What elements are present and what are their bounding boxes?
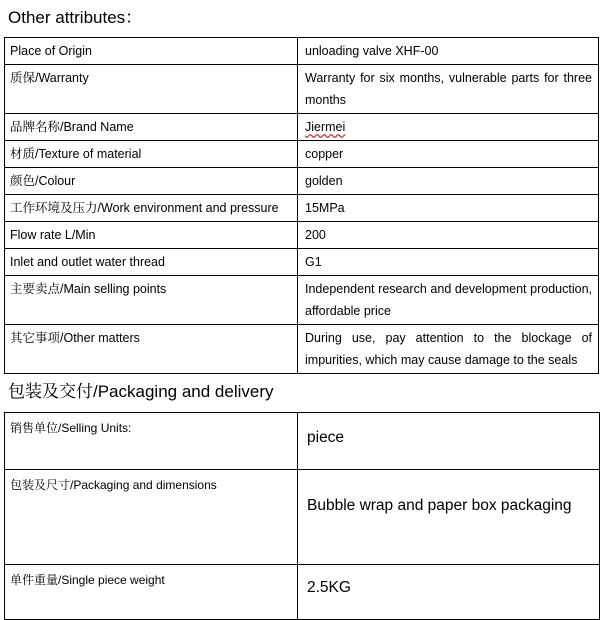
packaging-label: 包装及尺寸/Packaging and dimensions: [5, 470, 298, 565]
attribute-label: 工作环境及压力/Work environment and pressure: [5, 195, 298, 222]
packaging-value: Bubble wrap and paper box packaging: [298, 470, 600, 565]
attribute-value: 200: [298, 222, 599, 249]
attribute-label: Flow rate L/Min: [5, 222, 298, 249]
attribute-value: During use, pay attention to the blockage of impurities, which may cause damage to the seals: [298, 325, 599, 374]
table-row: [5, 276, 599, 325]
table-row: [5, 470, 600, 565]
attribute-value: Independent research and development production, affordable price: [298, 276, 599, 325]
packaging-label: 单件重量/Single piece weight: [5, 565, 298, 620]
attribute-value: unloading valve XHF-00: [298, 38, 599, 65]
attribute-value: Warranty for six months, vulnerable parts for three months: [298, 65, 599, 114]
table-row: [5, 222, 599, 249]
attributes-table: [4, 37, 599, 374]
attribute-label: Place of Origin: [5, 38, 298, 65]
table-row: [5, 249, 599, 276]
table-row: [5, 141, 599, 168]
attribute-label: 主要卖点/Main selling points: [5, 276, 298, 325]
packaging-value: 2.5KG: [298, 565, 600, 620]
packaging-label: 销售单位/Selling Units:: [5, 413, 298, 470]
attribute-label: 品牌名称/Brand Name: [5, 114, 298, 141]
packaging-table: [4, 412, 600, 620]
table-row: [5, 565, 600, 620]
table-row: [5, 325, 599, 374]
other-attributes-title: Other attributes：: [8, 8, 143, 27]
table-row: [5, 413, 600, 470]
attribute-label: Inlet and outlet water thread: [5, 249, 298, 276]
attribute-value: G1: [298, 249, 599, 276]
attribute-label: 其它事项/Other matters: [5, 325, 298, 374]
attribute-value: Jiermei: [305, 120, 346, 134]
attribute-label: 材质/Texture of material: [5, 141, 298, 168]
attribute-value: 15MPa: [298, 195, 599, 222]
attribute-label: 质保/Warranty: [5, 65, 298, 114]
table-row: [5, 114, 599, 141]
packaging-delivery-title: 包装及交付/Packaging and delivery: [8, 382, 274, 401]
packaging-value: piece: [298, 413, 600, 470]
table-row: [5, 38, 599, 65]
attribute-label: 颜色/Colour: [5, 168, 298, 195]
attribute-value: golden: [298, 168, 599, 195]
attribute-value: copper: [298, 141, 599, 168]
table-row: [5, 195, 599, 222]
table-row: [5, 65, 599, 114]
table-row: [5, 168, 599, 195]
